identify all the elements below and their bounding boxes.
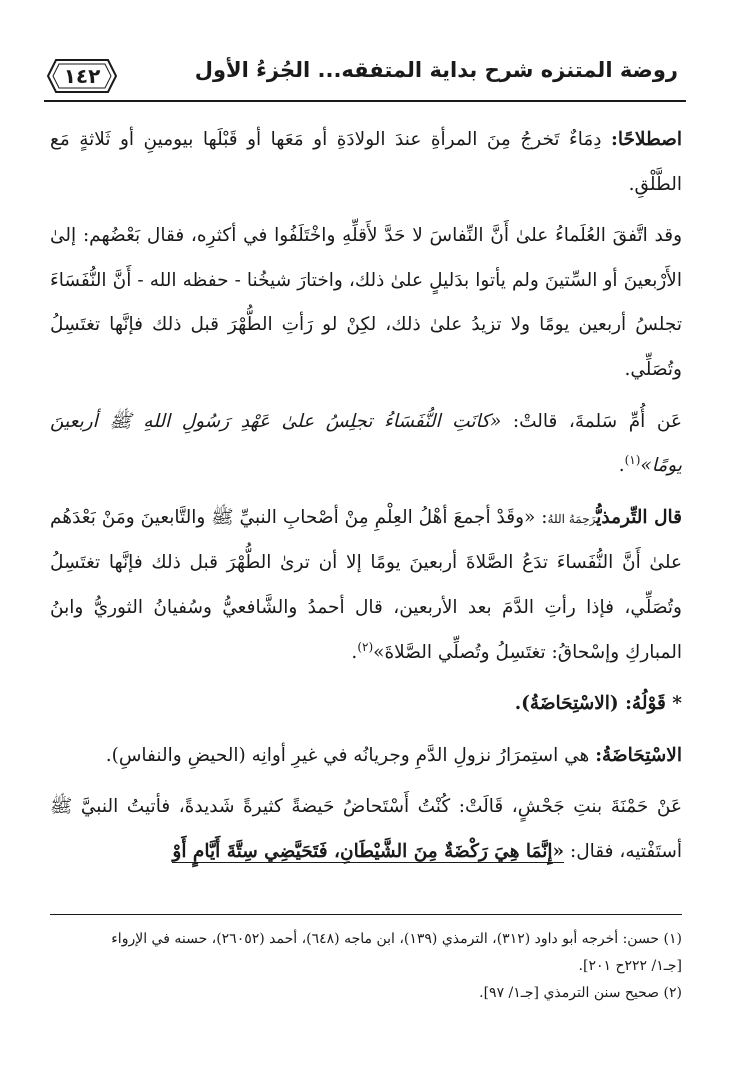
- paragraph-scholars-agreement: [50, 214, 682, 392]
- page-number: ١٤٢: [63, 64, 101, 88]
- prophet-saying: «إِنَّمَا هِيَ رَكْضَةٌ مِنَ الشَّيْطَانِ، فَتَحَيَّضِي سِتَّةَ أَيَّامٍ أَوْ: [172, 840, 565, 862]
- paragraph-hamna-hadith: [50, 785, 682, 874]
- istihada-definition: هي استِمرَارُ نزولِ الدَّمِ وجريانُه في غيرِ أوانِه (الحيضِ والنفاسِ).: [105, 744, 596, 766]
- running-title: روضة المتنزه شرح بداية المتفقه... الجُزءُ الأول: [194, 58, 678, 82]
- header-rule: [44, 100, 686, 102]
- paragraph-end: .: [618, 455, 625, 477]
- footnotes: [50, 926, 682, 1007]
- hadith-quote: «كانَتِ النُّفَسَاءُ تجلِسُ علىٰ عَهْدِ رَسُولِ اللهِ ﷺ أربعينَ يومًا»: [50, 410, 682, 477]
- section-heading-text: * قَوْلُهُ: (الاسْتِحَاضَةُ).: [514, 693, 682, 715]
- page-header: [44, 52, 686, 104]
- footnote-separator: [50, 914, 682, 915]
- footnote-1-continuation: [جـ١/ ٢٢٢ح ٢٠١].: [578, 958, 682, 974]
- paragraph-tirmidhi: [50, 496, 682, 675]
- istihada-label: الاسْتِحَاضَةُ:: [595, 744, 682, 766]
- section-heading-istihada: [50, 682, 682, 727]
- footnote-ref-1[interactable]: (١): [624, 453, 641, 467]
- tirmidhi-label: قال التِّرمذيُّ: [596, 506, 682, 528]
- narration-intro: عَن أُمِّ سَلمةَ، قالتْ:: [501, 410, 682, 432]
- paragraph-istihada-definition: [50, 734, 682, 779]
- footnote-2: (٢) صحيح سنن الترمذي [جـ١/ ٩٧].: [479, 985, 682, 1001]
- tirmidhi-quote: : «وقَدْ أجمعَ أهْلُ العِلْمِ مِنْ أصْحابِ النبيِّ ﷺ والتَّابعينَ ومَنْ بَعْدَهُم علىٰ أَنَّ النُّفَساءَ تدَعُ الصَّلاةَ أربعينَ يومًا إلا أن ترىٰ الطُّهْرَ قبل ذلك فإنَّها تغتَسِلُ وتُصَلِّي، فإذا رأتِ الدَّمَ بعد الأربعين، قال أحمدُ والشَّافعيُّ وسُفيانُ الثوريُّ وابنُ المباركِ وإسْحاقُ: تغتَسِلُ وتُصلِّي الصَّلاةَ»: [50, 506, 682, 663]
- honorific: رَحِمَهُ اللهُ: [547, 511, 597, 526]
- main-text: [50, 118, 682, 882]
- page-number-badge: [44, 56, 120, 96]
- term-label: اصطلاحًا:: [611, 129, 682, 150]
- term-definition: دِمَاءٌ تَخرجُ مِنَ المرأةِ عندَ الولادَةِ أو مَعَها أو قَبْلَها بيومينِ أو ثَلاثةٍ مَع الطَّلْقِ.: [50, 129, 682, 195]
- footnote-1: (١) حسن: أخرجه أبو داود (٣١٢)، الترمذي (١٣٩)، ابن ماجه (٦٤٨)، أحمد (٢٦٠٥٢)، حسنه في الإرواء: [111, 931, 682, 947]
- paragraph-text: وقد اتَّفقَ العُلَماءُ علىٰ أَنَّ النِّفاسَ لا حَدَّ لأَقلِّهِ واخْتَلَفُوا في أكثرِه، فقال بَعْضُهم: إلىٰ الأَرْبعينَ أو السِّتينَ ولم يأتوا بدَليلٍ علىٰ ذلك، واختارَ شيخُنا - حفظه الله - أَنَّ النُّفَسَاءَ تجلسُ أربعين يومًا ولا تزيدُ علىٰ ذلك، لكِنْ لو رَأتِ الطُّهْرَ قبل ذلك فإنَّها تغتَسِلُ وتُصَلِّي.: [50, 225, 682, 380]
- narration-intro: عَنْ حَمْنَةَ بنتِ جَحْشٍ، قَالَتْ: كُنْتُ أَسْتَحاضُ حَيضةً كثيرةً شَديدةً، فأتيتُ النبيَّ ﷺ أستَفْتيه، فقال:: [50, 796, 682, 862]
- footnote-ref-2[interactable]: (٢): [357, 639, 374, 654]
- paragraph-umm-salama-hadith: [50, 400, 682, 489]
- paragraph-end: .: [351, 641, 358, 663]
- paragraph-terminology: [50, 118, 682, 207]
